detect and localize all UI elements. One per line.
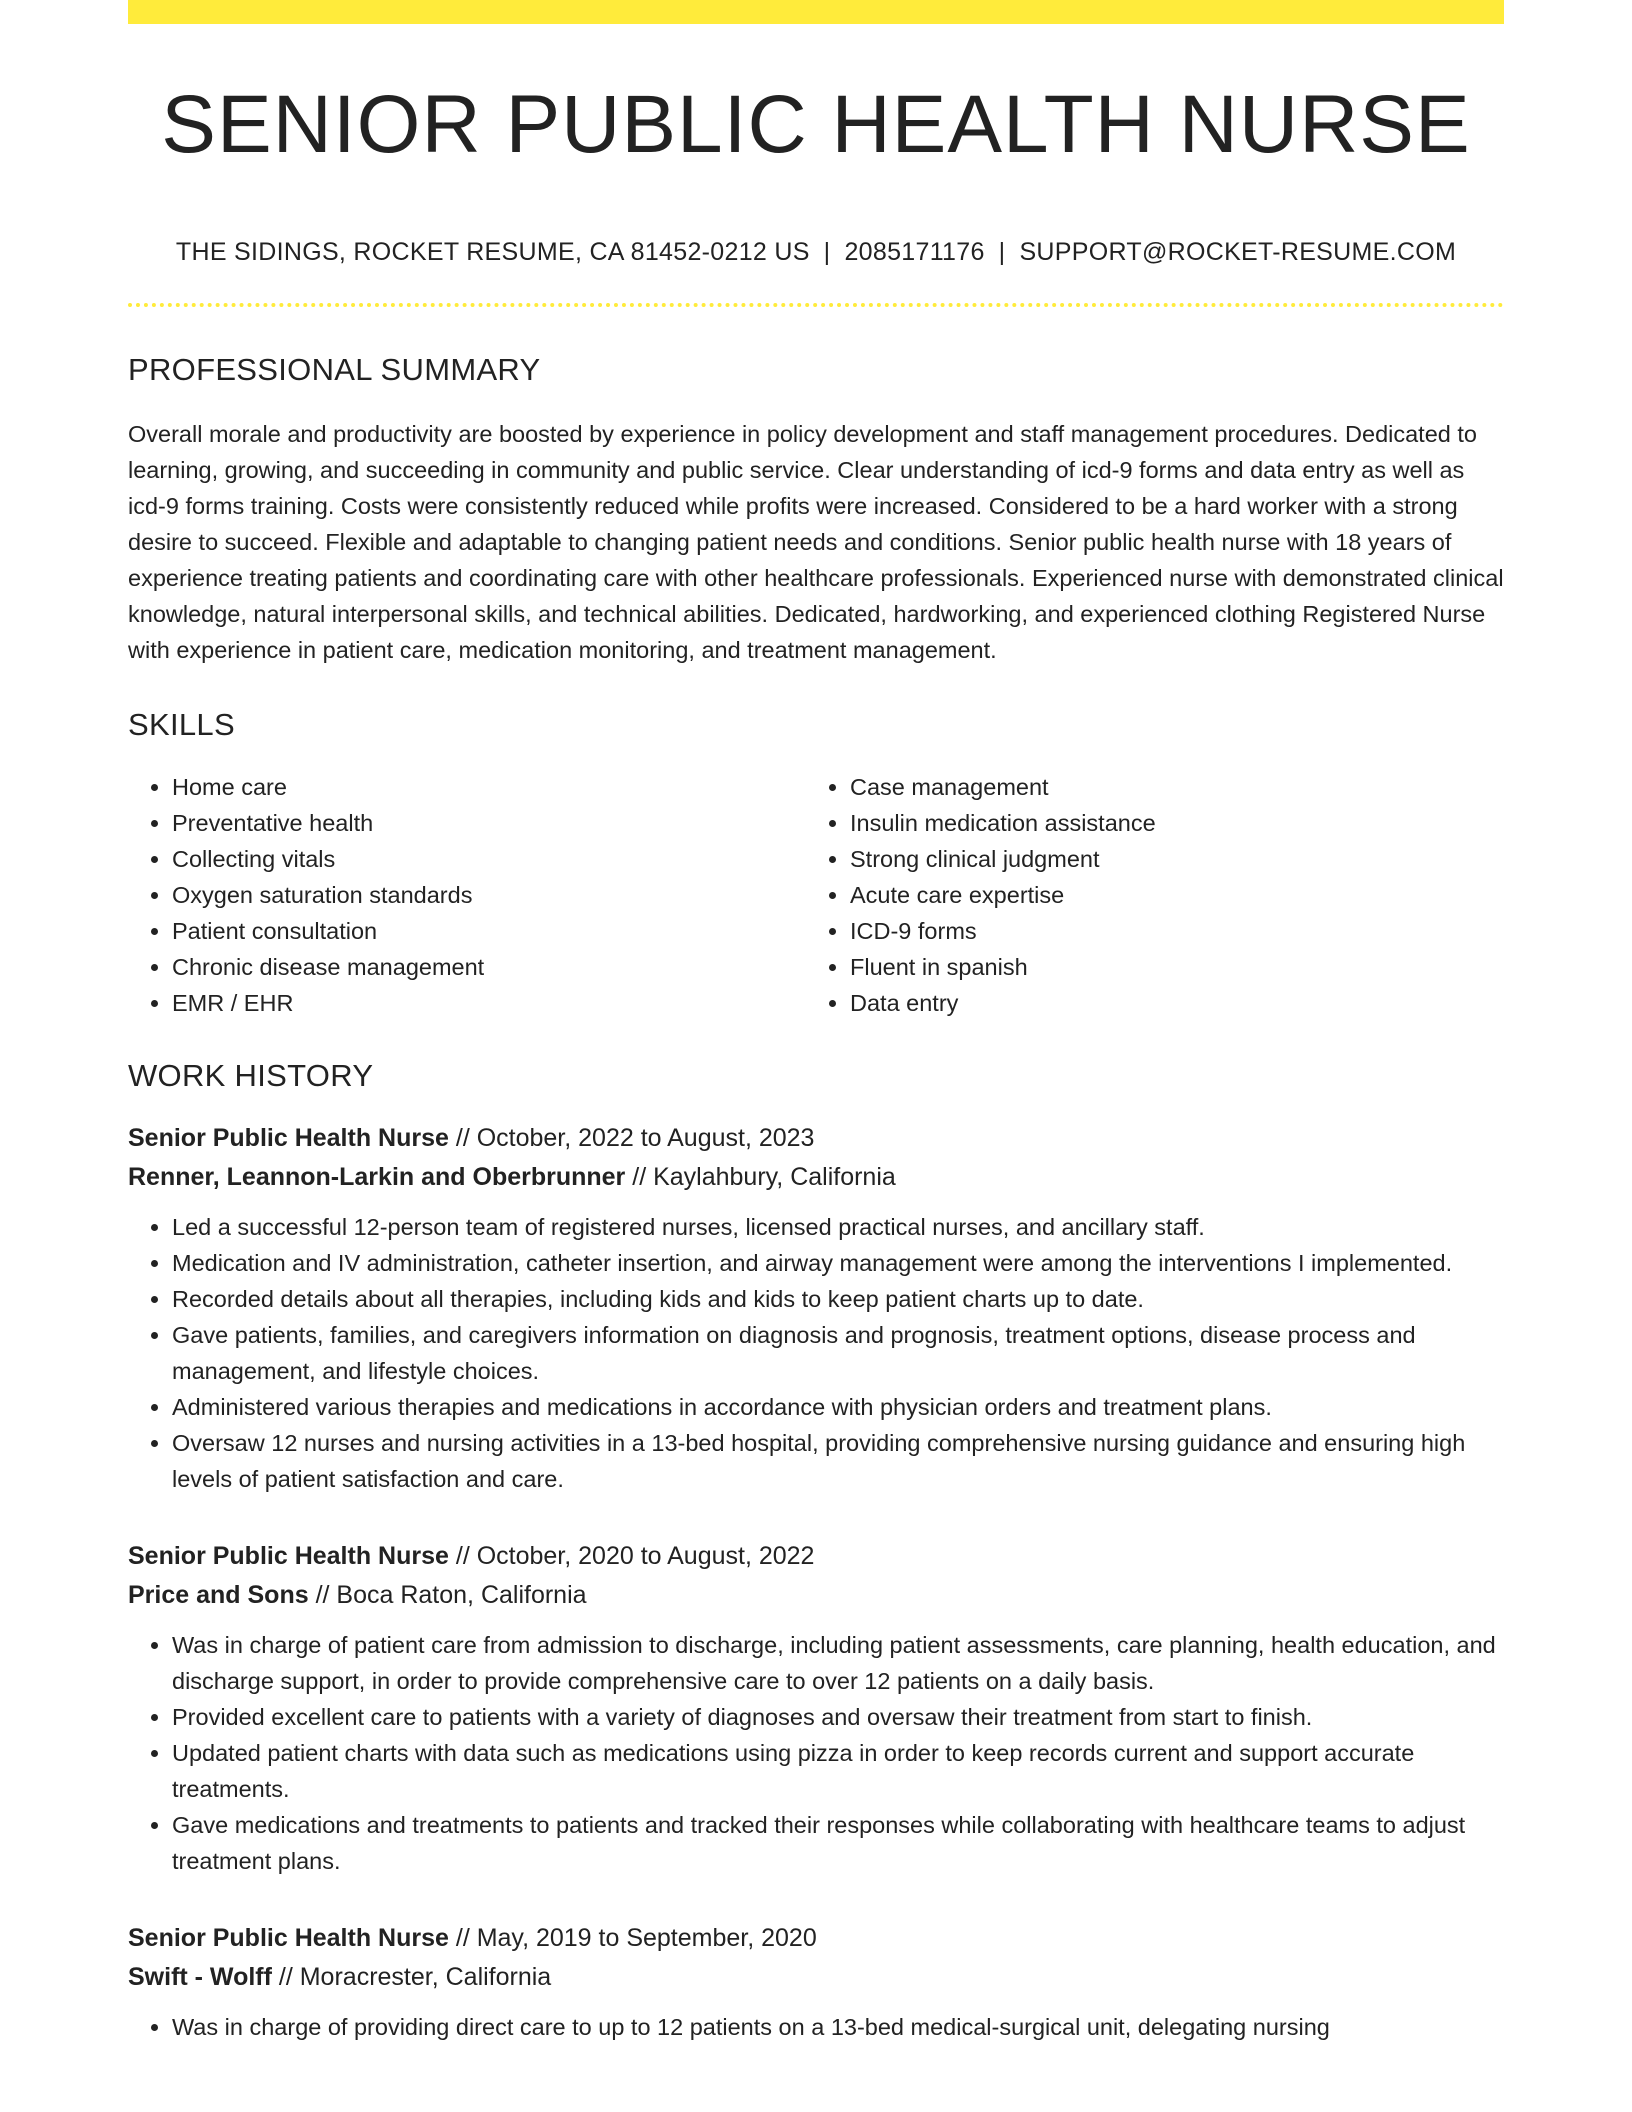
skill-item: • Insulin medication assistance [850, 805, 1504, 841]
job-bullet: • Was in charge of providing direct care to up to 12 patients on a 13-bed medical-surgical unit, delegating nursing [172, 2009, 1504, 2045]
job-location: // Moracrester, California [271, 1962, 552, 1991]
address: THE SIDINGS, ROCKET RESUME, CA 81452-0212 US [175, 238, 810, 266]
summary-text: Overall morale and productivity are boosted by experience in policy development and staff management procedures. Dedicated to learning, growing, and succeeding in community and public service. Clear understanding of icd-9 forms and data entry as well as icd-9 forms training. Costs were consistently reduced while profits were increased. Considered to be a hard worker with a strong desire to succeed. Flexible and adaptable to changing patient needs and conditions. Senior public health nurse with 18 years of experience treating patients and coordinating care with other healthcare professionals. Experienced nurse with demonstrated clinical knowledge, natural interpersonal skills, and technical abilities. Dedicated, hardworking, and experienced clothing Registered Nurse with experience in patient care, medication monitoring, and treatment management. [128, 421, 1504, 664]
job-bullets [128, 2009, 1504, 2045]
job-bullet: • Oversaw 12 nurses and nursing activities in a 13-bed hospital, providing comprehensive nursing guidance and ensuring high levels of patient satisfaction and care. [172, 1425, 1504, 1497]
email-link[interactable]: SUPPORT@ROCKET-RESUME.COM [1019, 238, 1457, 266]
job-title-line [128, 1537, 1504, 1576]
skills-list-left [128, 769, 806, 1021]
skill-item: • Data entry [850, 985, 1504, 1021]
skill-item: • Chronic disease management [172, 949, 806, 985]
skill-item: • Oxygen saturation standards [172, 877, 806, 913]
top-accent-bar [128, 0, 1504, 24]
contact-line [128, 238, 1504, 267]
skill-item: • Fluent in spanish [850, 949, 1504, 985]
job-bullet: • Recorded details about all therapies, including kids and kids to keep patient charts up to date. [172, 1281, 1504, 1317]
job-entry [128, 1537, 1504, 1879]
job-bullet: • Administered various therapies and medications in accordance with physician orders and treatment plans. [172, 1389, 1504, 1425]
job-company: Renner, Leannon-Larkin and Oberbrunner [128, 1162, 626, 1191]
job-bullet: • Led a successful 12-person team of registered nurses, licensed practical nurses, and ancillary staff. [172, 1209, 1504, 1245]
job-bullet: • Gave patients, families, and caregivers information on diagnosis and prognosis, treatment options, disease process and management, and lifestyle choices. [172, 1317, 1504, 1389]
skill-item: • Case management [850, 769, 1504, 805]
job-location: // Boca Raton, California [308, 1580, 587, 1609]
work-history-heading: WORK HISTORY [128, 1058, 374, 1094]
separator: | [998, 238, 1006, 266]
job-bullet: • Was in charge of patient care from admission to discharge, including patient assessments, care planning, health education, and discharge support, in order to provide comprehensive care to over 12 patients on a daily basis. [172, 1627, 1504, 1699]
job-title-line [128, 1119, 1504, 1158]
job-company: Price and Sons [128, 1580, 309, 1609]
skill-item: • Home care [172, 769, 806, 805]
job-bullet: • Medication and IV administration, catheter insertion, and airway management were among the interventions I implemented. [172, 1245, 1504, 1281]
skill-item: • Strong clinical judgment [850, 841, 1504, 877]
job-company-line [128, 1958, 1504, 1997]
work-history-section [128, 1057, 1504, 2044]
skill-item: • Acute care expertise [850, 877, 1504, 913]
job-company-line [128, 1576, 1504, 1615]
job-dates: // October, 2020 to August, 2022 [448, 1541, 815, 1570]
job-entry [128, 1919, 1504, 2045]
skill-item: • Collecting vitals [172, 841, 806, 877]
job-title-line [128, 1919, 1504, 1958]
skill-item: • Patient consultation [172, 913, 806, 949]
job-dates: // May, 2019 to September, 2020 [448, 1923, 817, 1952]
job-bullet: • Provided excellent care to patients with a variety of diagnoses and oversaw their treatment from start to finish. [172, 1699, 1504, 1735]
job-title: Senior Public Health Nurse [128, 1923, 449, 1952]
job-bullets [128, 1627, 1504, 1879]
summary-section [128, 351, 1504, 668]
job-entry [128, 1119, 1504, 1497]
phone: 2085171176 [844, 238, 985, 266]
job-bullet: • Gave medications and treatments to patients and tracked their responses while collaborating with healthcare teams to adjust treatment plans. [172, 1807, 1504, 1879]
skills-section [128, 706, 1504, 1021]
resume-title: SENIOR PUBLIC HEALTH NURSE [161, 79, 1471, 170]
skills-heading: SKILLS [128, 707, 235, 743]
job-bullet: • Updated patient charts with data such as medications using pizza in order to keep records current and support accurate treatments. [172, 1735, 1504, 1807]
job-company: Swift - Wolff [128, 1962, 272, 1991]
skills-grid [128, 769, 1504, 1021]
skill-item: • ICD-9 forms [850, 913, 1504, 949]
skill-item: • Preventative health [172, 805, 806, 841]
skills-list-right [806, 769, 1504, 1021]
resume-page [128, 0, 1504, 2045]
job-dates: // October, 2022 to August, 2023 [448, 1123, 815, 1152]
job-title: Senior Public Health Nurse [128, 1541, 449, 1570]
dotted-divider [128, 303, 1504, 307]
summary-heading: PROFESSIONAL SUMMARY [128, 352, 541, 387]
job-title: Senior Public Health Nurse [128, 1123, 449, 1152]
separator: | [823, 238, 831, 266]
skill-item: • EMR / EHR [172, 985, 806, 1021]
job-location: // Kaylahbury, California [625, 1162, 896, 1191]
job-bullets [128, 1209, 1504, 1497]
job-company-line [128, 1158, 1504, 1197]
